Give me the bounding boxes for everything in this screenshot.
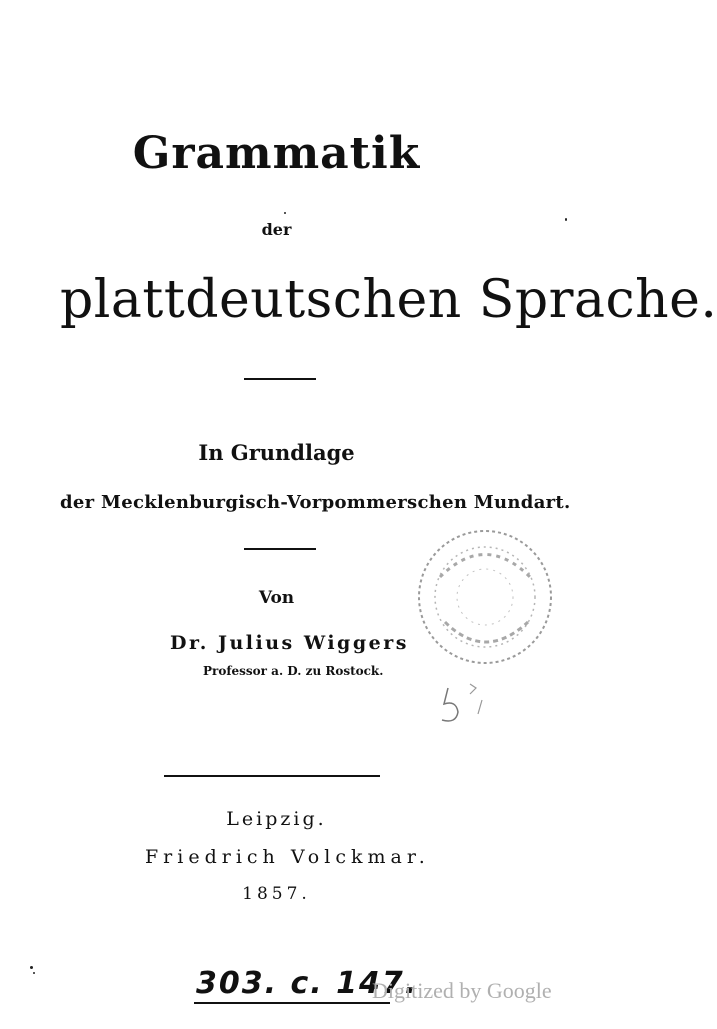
dust-speck [30,966,33,969]
divider-rule-1 [244,378,316,380]
basis-line: In Grundlage [198,440,355,465]
shelfmark: 303. c. 147. [196,966,419,1001]
shelfmark-underline [194,1002,390,1004]
author-name: Dr. Julius Wiggers [170,632,409,654]
library-stamp-icon [410,522,560,672]
dialect-line: der Mecklenburgisch-Vorpommerschen Mundart. [60,492,571,513]
watermark: Digitized by Google [372,978,552,1003]
divider-rule-2 [244,548,316,550]
book-title: Grammatik [132,128,421,179]
dust-speck [565,218,567,221]
imprint-year: 1857. [242,884,311,904]
imprint-publisher: Friedrich Volckmar. [145,846,430,868]
author-position: Professor a. D. zu Rostock. [203,664,384,678]
pencil-mark-icon [436,680,496,730]
book-subtitle: plattdeutschen Sprache. [60,270,717,330]
title-connector: der [261,220,292,239]
dust-speck [33,972,35,974]
imprint-city: Leipzig. [226,808,327,830]
divider-rule-3 [164,775,380,777]
by-label: Von [258,588,295,608]
dust-speck [284,212,286,214]
